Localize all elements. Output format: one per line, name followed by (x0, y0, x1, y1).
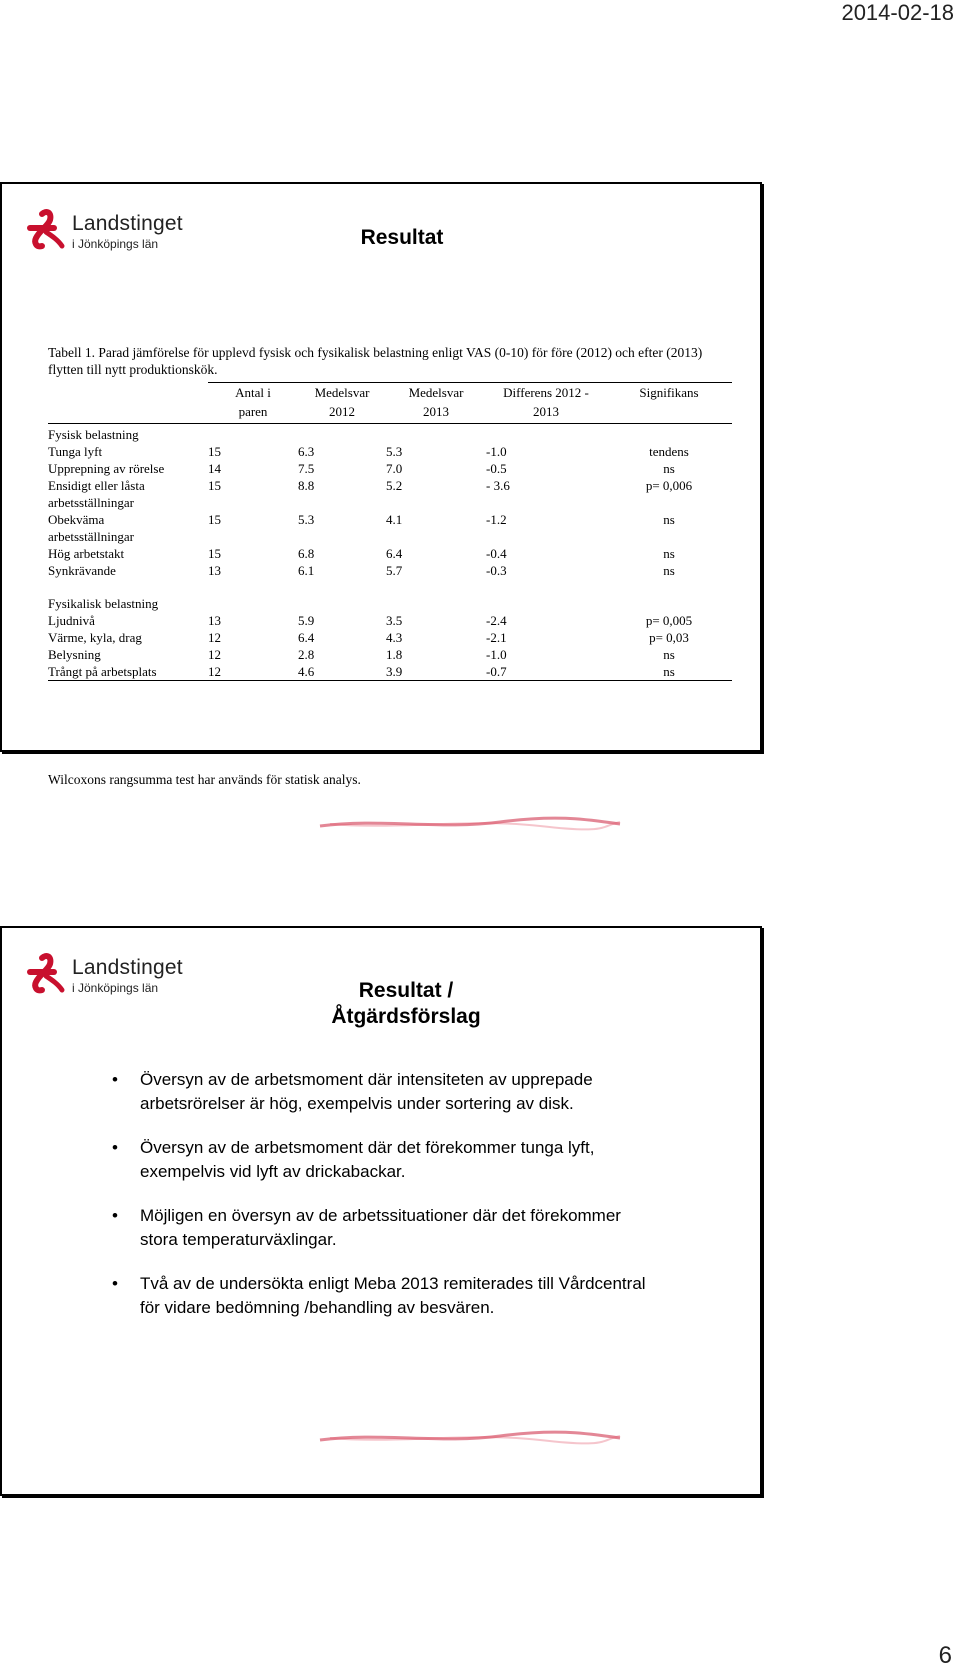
cell-difference: -2.1 (486, 630, 507, 645)
slide-title-line1: Resultat / (358, 979, 454, 1002)
cell-pairs: 15 (208, 512, 221, 527)
bullet-icon: • (112, 1070, 118, 1089)
bullet-line2: exempelvis vid lyft av drickabackar. (140, 1162, 406, 1181)
bullet-line1: Översyn av de arbetsmoment där intensiteten av upprepade (140, 1070, 593, 1089)
page-number: 6 (938, 1642, 952, 1669)
row-label: Obekväma arbetsställningar (48, 512, 134, 544)
header-pairs: Antal i paren (208, 383, 298, 424)
header-mean-2013: Medelsvar 2013 (386, 383, 486, 424)
cell-pairs: 13 (208, 563, 221, 578)
cell-significance: ns (663, 461, 675, 476)
logo-subtitle: i Jönköpings län (72, 237, 159, 251)
row-label: Synkrävande (48, 563, 116, 578)
slide-resultat-atgarder (0, 926, 762, 1496)
bullet-line2: för vidare bedömning /behandling av besvären. (140, 1298, 495, 1317)
table-section-row (48, 593, 732, 612)
decorative-swoosh (320, 1428, 620, 1448)
row-label: Upprepning av rörelse (48, 461, 165, 476)
cell-mean-2013: 4.1 (386, 512, 403, 527)
bullet-icon: • (112, 1138, 118, 1157)
cell-mean-2013: 3.5 (386, 613, 403, 628)
cell-difference: -0.4 (486, 546, 507, 561)
slide-resultat-table (0, 182, 762, 787)
table-row (48, 629, 732, 646)
table-row (48, 612, 732, 629)
cell-pairs: 12 (208, 630, 221, 645)
cell-significance: ns (663, 512, 675, 527)
cell-significance: p= 0,006 (645, 478, 693, 493)
slide-title-line2: Åtgärdsförslag (331, 1005, 481, 1028)
cell-difference: -1.0 (486, 444, 507, 459)
cell-mean-2012: 8.8 (298, 478, 315, 493)
cell-difference: -1.0 (486, 647, 507, 662)
table-section-row (48, 424, 732, 444)
bullet-line1: Möjligen en översyn av de arbetssituationer där det förekommer (140, 1206, 621, 1225)
list-item (112, 1272, 732, 1320)
cell-significance: p= 0,005 (645, 613, 693, 628)
cell-mean-2012: 5.9 (298, 613, 315, 628)
cell-significance: ns (663, 563, 675, 578)
cell-mean-2012: 2.8 (298, 647, 315, 662)
cell-pairs: 12 (208, 647, 221, 662)
list-item (112, 1068, 732, 1116)
cell-significance: tendens (649, 444, 689, 459)
cell-pairs: 12 (208, 663, 298, 681)
cell-mean-2012: 6.4 (298, 630, 315, 645)
slide-title (2, 978, 810, 1030)
cell-mean-2012: 7.5 (298, 461, 315, 476)
action-list (112, 1068, 732, 1340)
cell-pairs: 15 (208, 478, 221, 493)
slide-title: Resultat (360, 226, 444, 249)
cell-mean-2013: 4.3 (386, 630, 403, 645)
cell-difference: - 3.6 (486, 478, 510, 493)
table-row (48, 545, 732, 562)
cell-mean-2013: 5.2 (386, 478, 403, 493)
decorative-swoosh (320, 814, 620, 834)
cell-significance: ns (663, 546, 675, 561)
table-spacer-row (48, 579, 732, 593)
cell-mean-2013: 6.4 (386, 546, 403, 561)
results-table (48, 382, 732, 681)
table-footnote: Wilcoxons rangsumma test har används för statisk analys. (48, 772, 361, 787)
cell-mean-2013: 1.8 (386, 647, 403, 662)
section-title: Fysisk belastning (48, 427, 139, 442)
cell-difference: -2.4 (486, 613, 507, 628)
row-label: Belysning (48, 647, 101, 662)
cell-difference: -0.7 (486, 663, 606, 681)
bullet-icon: • (112, 1206, 118, 1225)
table-row (48, 646, 732, 663)
cell-significance: ns (663, 647, 675, 662)
header-blank (48, 383, 208, 424)
cell-mean-2013: 5.7 (386, 563, 403, 578)
cell-difference: -0.5 (486, 461, 507, 476)
logo-name: Landstinget (72, 212, 183, 235)
header-mean-2012: Medelsvar 2012 (298, 383, 386, 424)
bullet-line1: Två av de undersökta enligt Meba 2013 remiterades till Vårdcentral (140, 1274, 646, 1293)
cell-pairs: 13 (208, 613, 221, 628)
cell-pairs: 14 (208, 461, 221, 476)
cell-difference: -0.3 (486, 563, 507, 578)
table-row (48, 477, 732, 511)
cell-significance: p= 0,03 (649, 630, 689, 645)
cell-pairs: 15 (208, 546, 221, 561)
cell-pairs: 15 (208, 444, 221, 459)
table-row (48, 460, 732, 477)
list-item (112, 1204, 732, 1252)
header-significance: Signifikans (606, 383, 732, 424)
logo-name: Landstinget (72, 956, 183, 979)
cell-mean-2012: 6.8 (298, 546, 315, 561)
header-difference: Differens 2012 - 2013 (486, 383, 606, 424)
row-label: Ljudnivå (48, 613, 95, 628)
table-caption: Tabell 1. Parad jämförelse för upplevd fysisk och fysikalisk belastning enligt VAS (0-10) för före (2012) och efter (2013) flytten till nytt produktionskök. (48, 345, 703, 377)
cell-mean-2012: 6.1 (298, 563, 315, 578)
table-header-row (48, 383, 732, 424)
cell-mean-2013: 5.3 (386, 444, 403, 459)
table-row (48, 511, 732, 545)
bullet-line1: Översyn av de arbetsmoment där det förekommer tunga lyft, (140, 1138, 595, 1157)
row-label: Hög arbetstakt (48, 546, 125, 561)
row-label: Värme, kyla, drag (48, 630, 142, 645)
table-row (48, 443, 732, 460)
bullet-line2: arbetsrörelser är hög, exempelvis under sortering av disk. (140, 1094, 574, 1113)
cell-significance: ns (606, 663, 732, 681)
bullet-line2: stora temperaturväxlingar. (140, 1230, 337, 1249)
cell-mean-2013: 7.0 (386, 461, 403, 476)
cell-difference: -1.2 (486, 512, 507, 527)
table-row (48, 663, 732, 681)
page-date: 2014-02-18 (841, 0, 954, 25)
cell-mean-2012: 4.6 (298, 663, 386, 681)
cell-mean-2012: 5.3 (298, 512, 315, 527)
row-label: Tunga lyft (48, 444, 103, 459)
cell-mean-2012: 6.3 (298, 444, 315, 459)
list-item (112, 1136, 732, 1184)
row-label: Ensidigt eller låsta arbetsställningar (48, 478, 145, 510)
cell-mean-2013: 3.9 (386, 663, 486, 681)
section-title: Fysikalisk belastning (48, 596, 159, 611)
bullet-icon: • (112, 1274, 118, 1293)
row-label: Trångt på arbetsplats (48, 663, 208, 681)
logo-subtitle: i Jönköpings län (72, 981, 159, 995)
table-row (48, 562, 732, 579)
